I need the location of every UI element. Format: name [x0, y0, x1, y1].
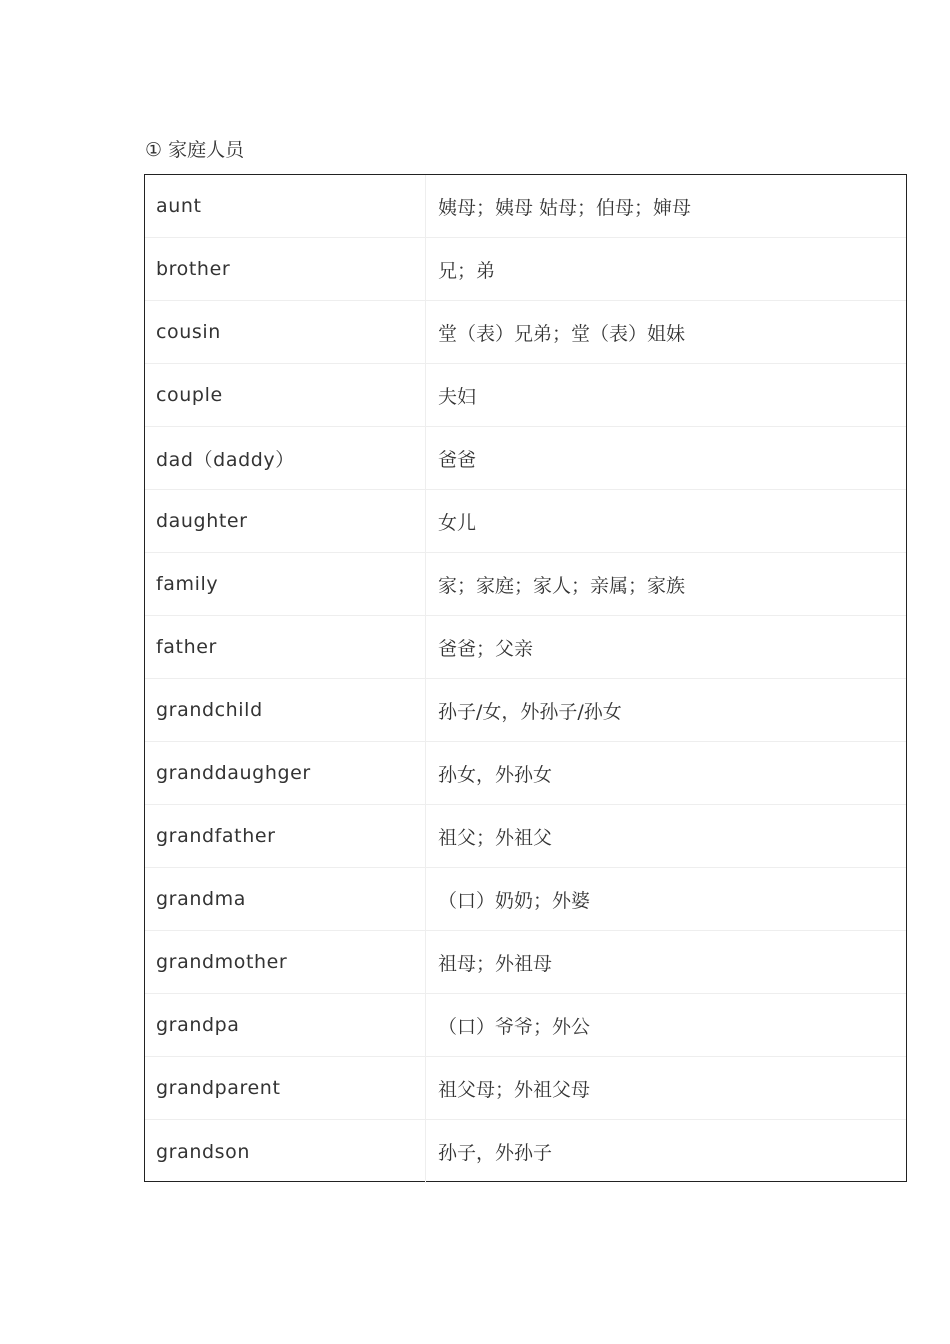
section-heading: ① 家庭人员 — [145, 139, 245, 161]
table-row — [145, 1120, 906, 1183]
table-row — [145, 175, 906, 238]
meaning-cell: 夫妇 — [438, 385, 477, 408]
meaning-cell: 祖父；外祖父 — [438, 826, 553, 849]
meaning-cell: 孙子/女，外孙子/孙女 — [438, 700, 622, 723]
table-row — [145, 427, 906, 490]
word-cell: grandpa — [145, 994, 426, 1056]
meaning-cell: 孙子，外孙子 — [438, 1142, 553, 1164]
meaning-cell: （口）奶奶；外婆 — [438, 889, 591, 912]
word-cell: grandfather — [145, 805, 426, 867]
word-cell: dad（daddy） — [145, 427, 426, 489]
meaning-cell: 姨母；姨母 姑母；伯母；婶母 — [438, 196, 692, 219]
word-cell: grandmother — [145, 931, 426, 993]
word-cell: grandma — [145, 868, 426, 930]
word-cell: cousin — [145, 301, 426, 363]
word-cell: brother — [145, 238, 426, 300]
table-row — [145, 301, 906, 364]
table-row — [145, 994, 906, 1057]
table-row — [145, 931, 906, 994]
table-row — [145, 868, 906, 931]
meaning-cell: 祖母；外祖母 — [438, 952, 553, 975]
meaning-cell: 爸爸 — [438, 448, 477, 471]
word-cell: grandson — [145, 1120, 426, 1183]
table-row — [145, 490, 906, 553]
word-cell: family — [145, 553, 426, 615]
meaning-cell: 家；家庭；家人；亲属；家族 — [438, 574, 686, 597]
table-row — [145, 364, 906, 427]
meaning-cell: （口）爷爷；外公 — [438, 1015, 591, 1038]
table-row — [145, 553, 906, 616]
meaning-cell: 女儿 — [438, 511, 477, 534]
table-row — [145, 1057, 906, 1120]
word-cell: couple — [145, 364, 426, 426]
meaning-cell: 兄；弟 — [438, 259, 496, 282]
meaning-cell: 孙女，外孙女 — [438, 763, 553, 786]
table-row — [145, 742, 906, 805]
word-cell: grandparent — [145, 1057, 426, 1119]
word-cell: aunt — [145, 175, 426, 237]
meaning-cell: 堂（表）兄弟；堂（表）姐妹 — [438, 322, 686, 345]
word-cell: father — [145, 616, 426, 678]
table-row — [145, 616, 906, 679]
word-cell: granddaughger — [145, 742, 426, 804]
meaning-cell: 爸爸；父亲 — [438, 637, 534, 660]
word-cell: grandchild — [145, 679, 426, 741]
word-cell: daughter — [145, 490, 426, 552]
table-row — [145, 805, 906, 868]
table-row — [145, 238, 906, 301]
table-row — [145, 679, 906, 742]
vocabulary-table — [144, 174, 907, 1182]
meaning-cell: 祖父母；外祖父母 — [438, 1078, 591, 1101]
